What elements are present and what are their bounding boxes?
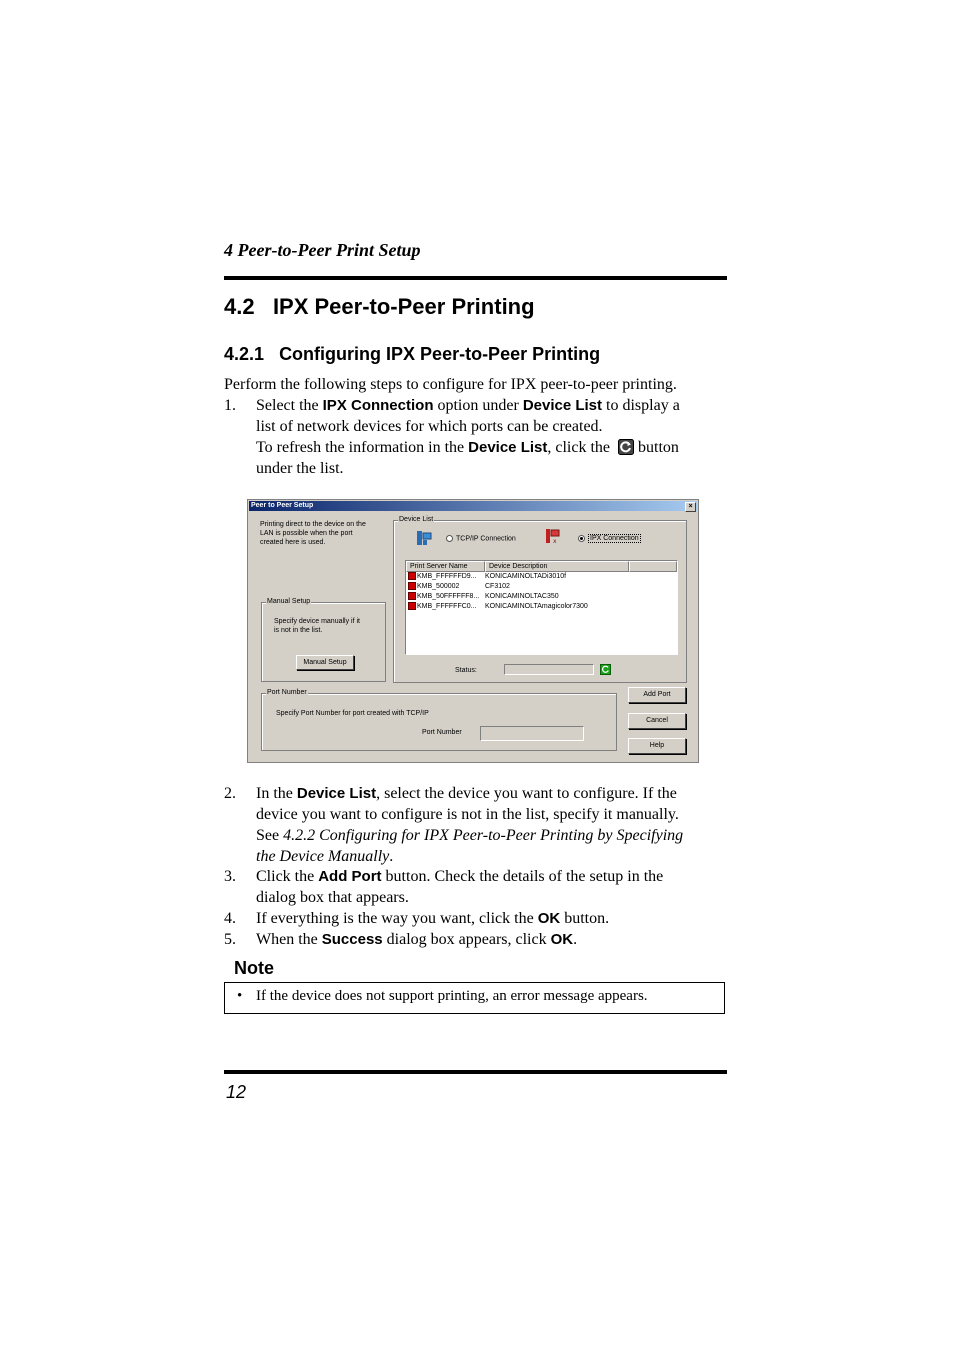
subsection-title: Configuring IPX Peer-to-Peer Printing [279,344,601,364]
note-title: Note [234,958,274,978]
step-1-line-2: list of network devices for which ports can be created. [256,418,603,435]
step-4-number: 4. [224,910,236,927]
step-4-text: If everything is the way you want, click the OK button. [256,910,610,927]
section-number: 4.2 [224,294,255,319]
tcpip-connection-radio[interactable]: TCP/IP Connection [446,535,516,542]
refresh-icon [618,439,634,455]
table-row[interactable]: KMB_FFFFFFC0... KONICAMINOLTAmagicolor7300 [408,602,588,612]
chapter-header: 4 Peer-to-Peer Print Setup [224,240,421,260]
status-label: Status: [455,667,477,674]
manual-setup-button[interactable]: Manual Setup [296,655,354,670]
step-5-text: When the Success dialog box appears, click OK. [256,931,578,948]
peer-to-peer-setup-dialog [247,499,699,763]
close-icon[interactable]: × [685,502,696,512]
help-button[interactable]: Help [628,738,686,754]
section-title: IPX Peer-to-Peer Printing [272,294,535,319]
step-2-line-3: See 4.2.2 Configuring for IPX Peer-to-Peer Printing by Specifying [256,827,684,844]
status-field [504,664,594,675]
step-2-line-4: the Device Manually. [256,848,394,865]
dialog-info-text: Printing direct to the device on the LAN is possible when the port created here is used. [260,521,366,546]
port-number-input[interactable] [480,726,584,741]
step-3-number: 3. [224,868,236,885]
manual-setup-text: Specify device manually if it is not in the list. [274,618,360,634]
page-number: 12 [226,1082,247,1102]
device-list-table[interactable] [405,560,678,655]
step-2-text [256,783,726,867]
subsection-number: 4.2.1 [224,344,265,364]
subsection-heading [224,344,600,365]
step-3-line-1: Click the Add Port button. Check the details of the setup in the [256,868,664,885]
step-1-line-1: Select the IPX Connection option under Device List to display a [256,397,680,414]
port-number-group: Port Number Specify Port Number for port created with TCP/IP Port Number [261,693,617,751]
intro-paragraph: Perform the following steps to configure for IPX peer-to-peer printing. [224,376,677,393]
dialog-titlebar [249,501,697,511]
refresh-icon[interactable] [600,664,611,675]
device-icon [408,572,416,580]
device-icon [408,592,416,600]
step-5-number: 5. [224,931,236,948]
step-2-line-1: In the Device List, select the device you want to configure. If the [256,785,677,802]
step-1-line-4: under the list. [256,460,344,477]
device-list-group: Device List TCP/IP Connection x IPX Connection Print Server Name Device Description KMB_FFFFFFD9... KONICAMINOLTADi3010f KMB_500002 CF3102 KMB_50FFFFFF8... KONICAMINOLTAC350 KMB_FFFFFFC0... KONICAMINOLTAmagicolor7300 Status: [393,520,687,683]
cross-reference-link[interactable]: 4.2.2 Configuring for IPX Peer-to-Peer Printing by Specifying [283,827,684,844]
note-text: If the device does not support printing, an error message appears. [256,988,648,1004]
step-1-text [256,395,726,479]
column-blank [629,561,677,572]
section-heading [224,294,535,320]
step-1-line-3: To refresh the information in the Device List, click the button [256,439,679,456]
table-row[interactable]: KMB_50FFFFFF8... KONICAMINOLTAC350 [408,592,559,602]
table-row[interactable]: KMB_500002 CF3102 [408,582,510,592]
ipx-icon [545,528,563,544]
step-2-number: 2. [224,785,236,802]
footer-rule [224,1070,727,1074]
note-box [224,982,725,1014]
add-port-button[interactable]: Add Port [628,687,686,703]
device-icon [408,582,416,590]
column-device-description[interactable]: Device Description [485,561,629,572]
device-icon [408,602,416,610]
table-row[interactable]: KMB_FFFFFFD9... KONICAMINOLTADi3010f [408,572,566,582]
header-rule [224,276,727,280]
port-number-label: Port Number [422,729,462,736]
manual-setup-group: Manual Setup Specify device manually if it is not in the list. Manual Setup [261,602,386,682]
port-number-text: Specify Port Number for port created with TCP/IP [276,710,429,717]
step-1-number: 1. [224,397,236,414]
column-print-server-name[interactable]: Print Server Name [406,561,485,572]
tcpip-icon [416,530,432,546]
step-2-line-2: device you want to configure is not in the list, specify it manually. [256,806,679,823]
step-3-line-2: dialog box that appears. [256,889,409,906]
dialog-title: Peer to Peer Setup [251,502,314,509]
step-3-text [256,866,726,908]
ipx-connection-radio[interactable]: IPX Connection [578,535,641,542]
note-bullet: • [237,988,243,1004]
cancel-button[interactable]: Cancel [628,713,686,729]
svg-text:x: x [553,538,557,544]
